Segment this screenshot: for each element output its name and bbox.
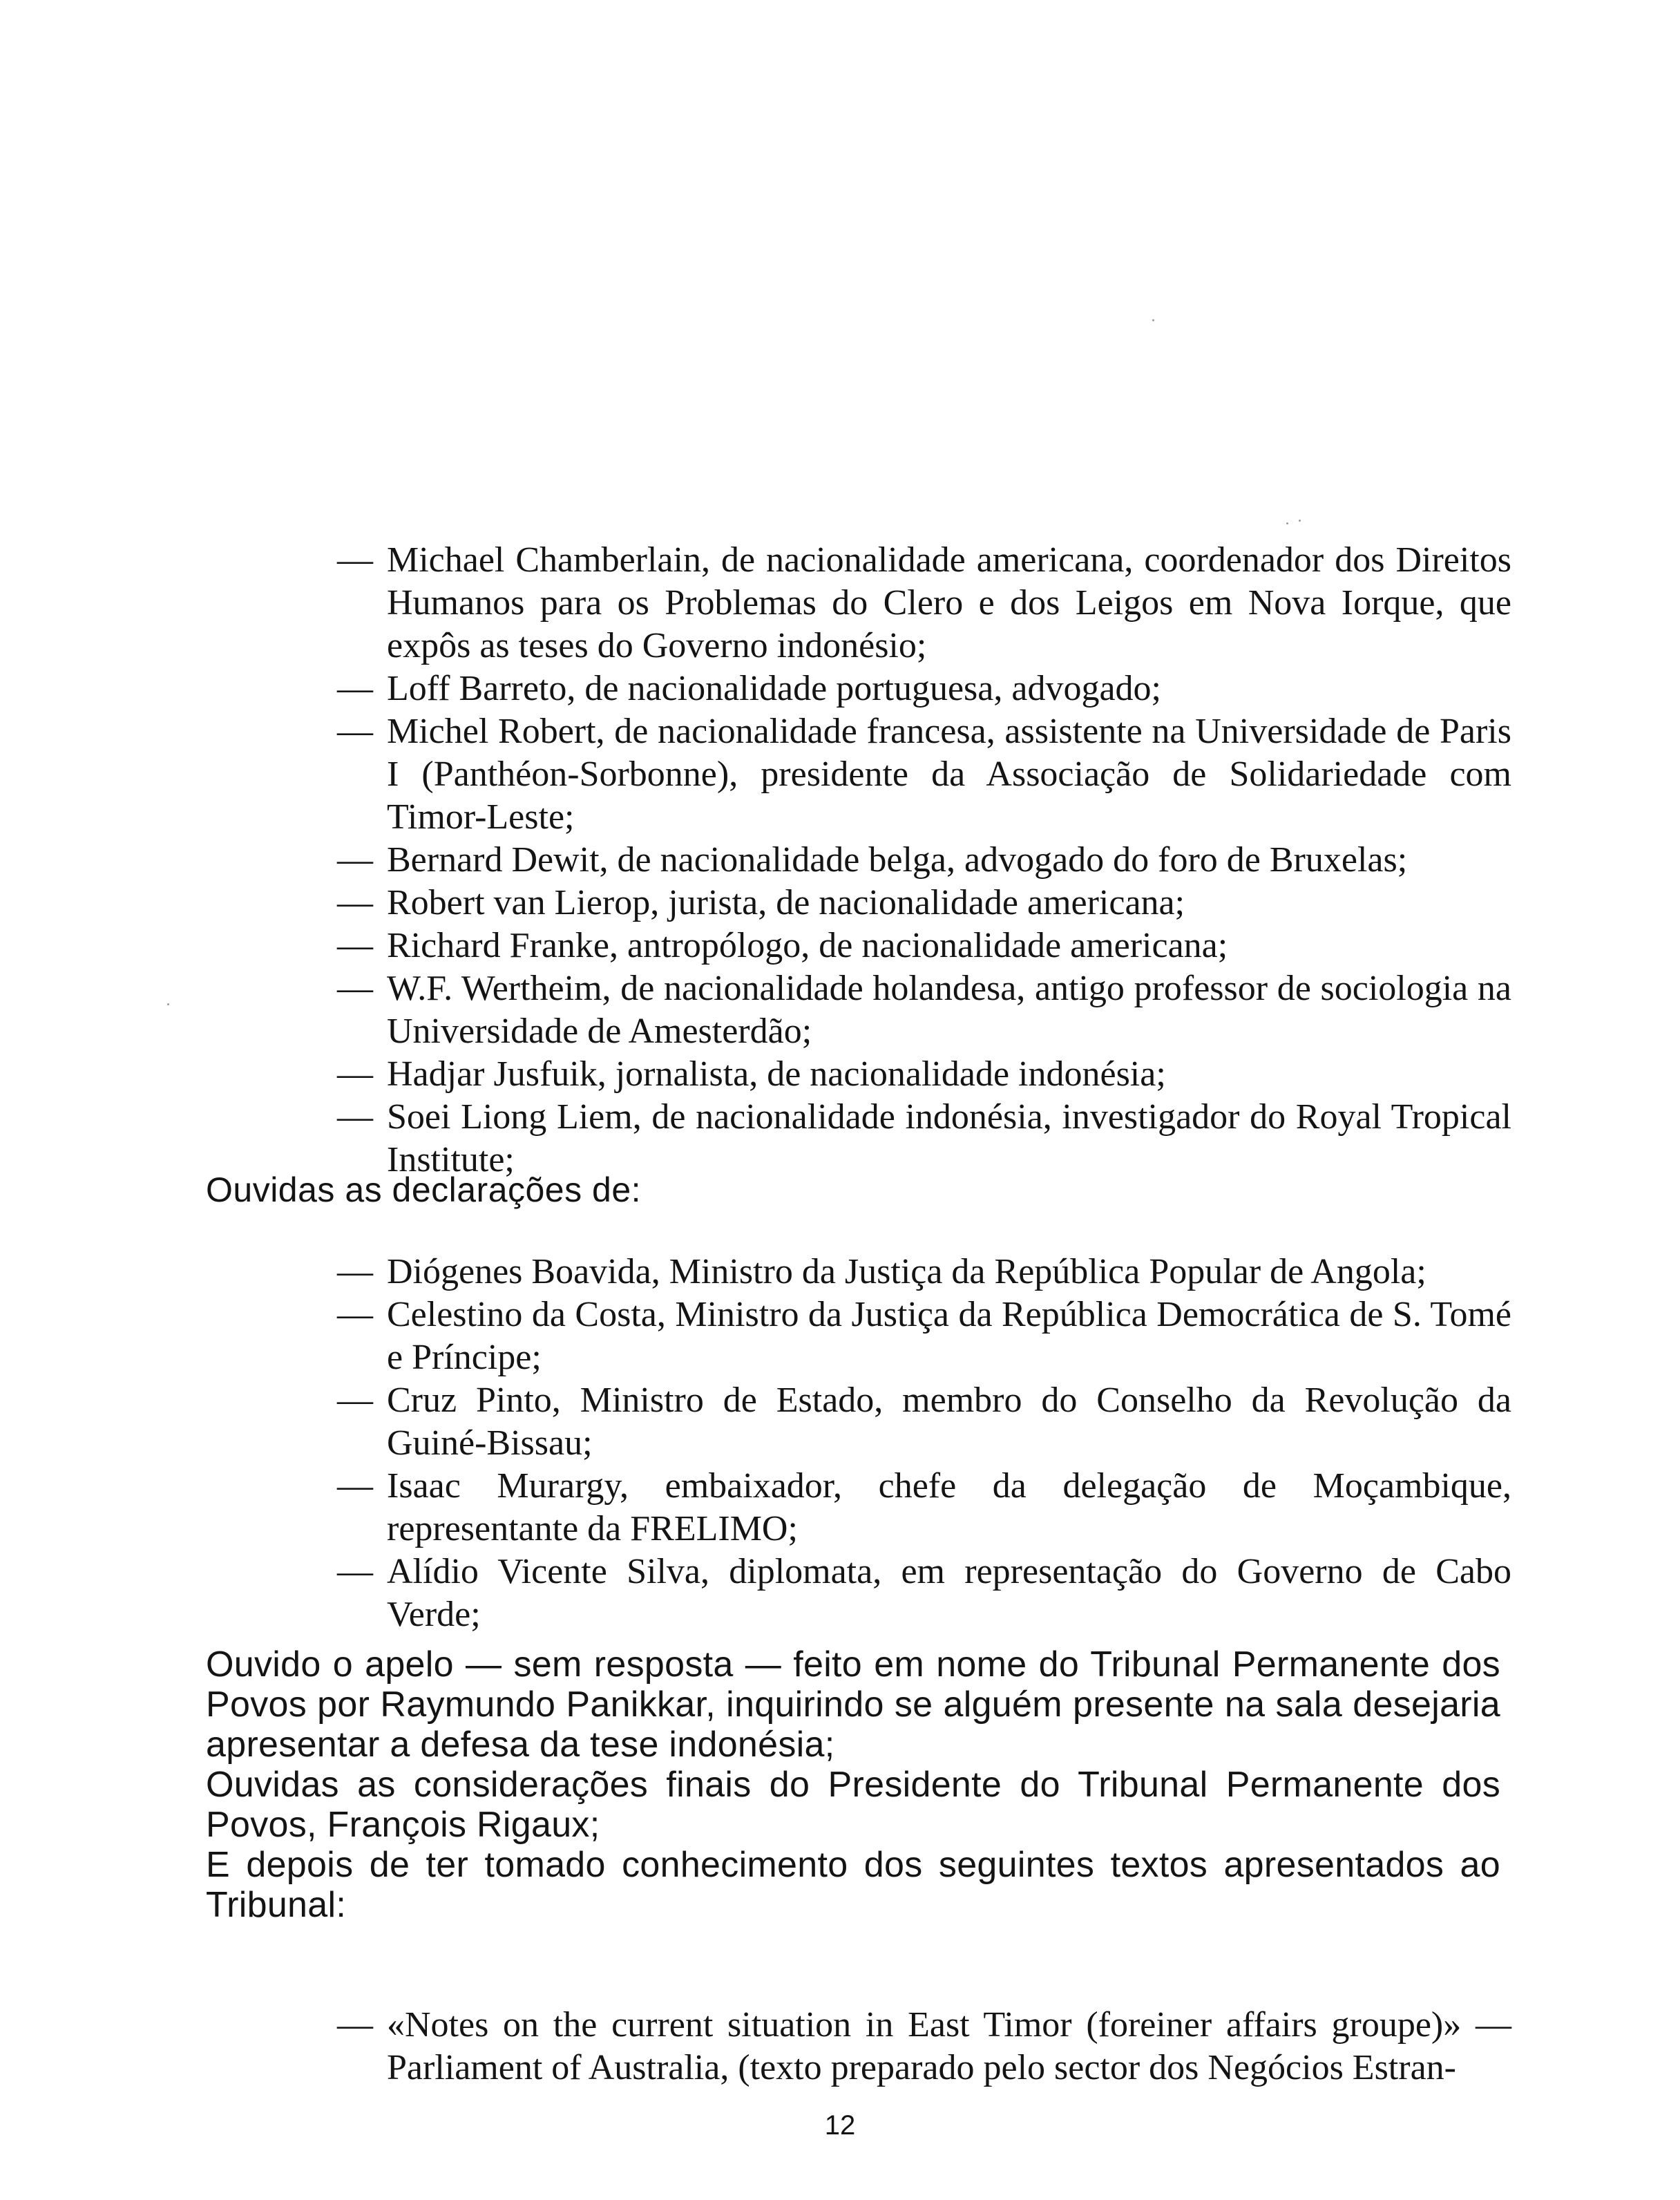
scan-speck — [1299, 520, 1301, 522]
list-item-text: Richard Franke, antropólogo, de nacionalidade americana; — [387, 926, 1228, 965]
scan-speck — [1152, 319, 1154, 321]
list-item — [337, 710, 1511, 839]
dash-bullet: — — [337, 712, 373, 751]
list-item — [337, 1053, 1511, 1096]
scan-speck — [167, 1003, 169, 1005]
list-item — [337, 1465, 1511, 1551]
list-item-text: Hadjar Jusfuik, jornalista, de nacionalidade indonésia; — [387, 1054, 1166, 1094]
list-item — [337, 2004, 1511, 2089]
dash-bullet: — — [337, 1552, 373, 1591]
body-paragraphs — [206, 1644, 1500, 1925]
dash-bullet: — — [337, 540, 373, 580]
scan-speck — [1286, 522, 1288, 524]
declaration-list — [337, 1251, 1511, 1636]
dash-bullet: — — [337, 969, 373, 1008]
list-item-text: Bernard Dewit, de nacionalidade belga, advogado do foro de Bruxelas; — [387, 840, 1408, 880]
list-item-text: Celestino da Costa, Ministro da Justiça da República Democrática de S. Tomé e Príncipe; — [387, 1295, 1511, 1377]
list-item-text: Cruz Pinto, Ministro de Estado, membro do Conselho da Revolução da Guiné-Bissau; — [387, 1381, 1511, 1463]
list-item-text: Loff Barreto, de nacionalidade portuguesa, advogado; — [387, 669, 1161, 708]
section-heading: Ouvidas as declarações de: — [206, 1170, 642, 1209]
list-item — [337, 967, 1511, 1053]
list-item-text: «Notes on the current situation in East Timor (foreiner affairs groupe)» — Parliament of Australia, (texto preparado pelo sector dos Negócios Estran- — [387, 2005, 1511, 2087]
list-item — [337, 839, 1511, 882]
testimony-list — [337, 539, 1511, 1182]
list-item-text: Soei Liong Liem, de nacionalidade indonésia, investigador do Royal Tropical Institute; — [387, 1097, 1511, 1179]
dash-bullet: — — [337, 1381, 373, 1420]
list-item-text: Isaac Murargy, embaixador, chefe da delegação de Moçambique, representante da FRELIMO; — [387, 1466, 1511, 1548]
dash-bullet: — — [337, 840, 373, 880]
dash-bullet: — — [337, 669, 373, 708]
list-item — [337, 539, 1511, 667]
list-item — [337, 1251, 1511, 1293]
list-item — [337, 667, 1511, 710]
dash-bullet: — — [337, 1295, 373, 1334]
dash-bullet: — — [337, 926, 373, 965]
paragraph: E depois de ter tomado conhecimento dos seguintes textos apresentados ao Tribunal: — [206, 1845, 1500, 1925]
list-item-text: Robert van Lierop, jurista, de nacionalidade americana; — [387, 883, 1185, 922]
dash-bullet: — — [337, 2005, 373, 2045]
list-item — [337, 1379, 1511, 1465]
list-item-text: Michael Chamberlain, de nacionalidade americana, coordenador dos Direitos Humanos para os Problemas do Clero e dos Leigos em Nova Iorque, que expôs as teses do Governo indonésio; — [387, 540, 1511, 665]
list-item — [337, 882, 1511, 924]
list-item-text: Michel Robert, de nacionalidade francesa, assistente na Universidade de Paris I (Panthéon-Sorbonne), presidente da Associação de Solidariedade com Timor-Leste; — [387, 712, 1511, 837]
dash-bullet: — — [337, 1252, 373, 1291]
paragraph: Ouvidas as considerações finais do Presidente do Tribunal Permanente dos Povos, François Rigaux; — [206, 1765, 1500, 1845]
page-number: 12 — [824, 2110, 856, 2141]
list-item — [337, 1551, 1511, 1636]
dash-bullet: — — [337, 1097, 373, 1137]
list-item-text: Alídio Vicente Silva, diplomata, em representação do Governo de Cabo Verde; — [387, 1552, 1511, 1634]
list-item-text: Diógenes Boavida, Ministro da Justiça da República Popular de Angola; — [387, 1252, 1426, 1291]
list-item — [337, 1293, 1511, 1379]
paragraph: Ouvido o apelo — sem resposta — feito em nome do Tribunal Permanente dos Povos por Raymundo Panikkar, inquirindo se alguém presente na sala desejaria apresentar a defesa da tese indonésia; — [206, 1644, 1500, 1765]
dash-bullet: — — [337, 1054, 373, 1094]
dash-bullet: — — [337, 883, 373, 922]
list-item — [337, 924, 1511, 967]
dash-bullet: — — [337, 1466, 373, 1506]
list-item-text: W.F. Wertheim, de nacionalidade holandesa, antigo professor de sociologia na Universidade de Amesterdão; — [387, 969, 1511, 1051]
texts-list — [337, 2004, 1511, 2089]
